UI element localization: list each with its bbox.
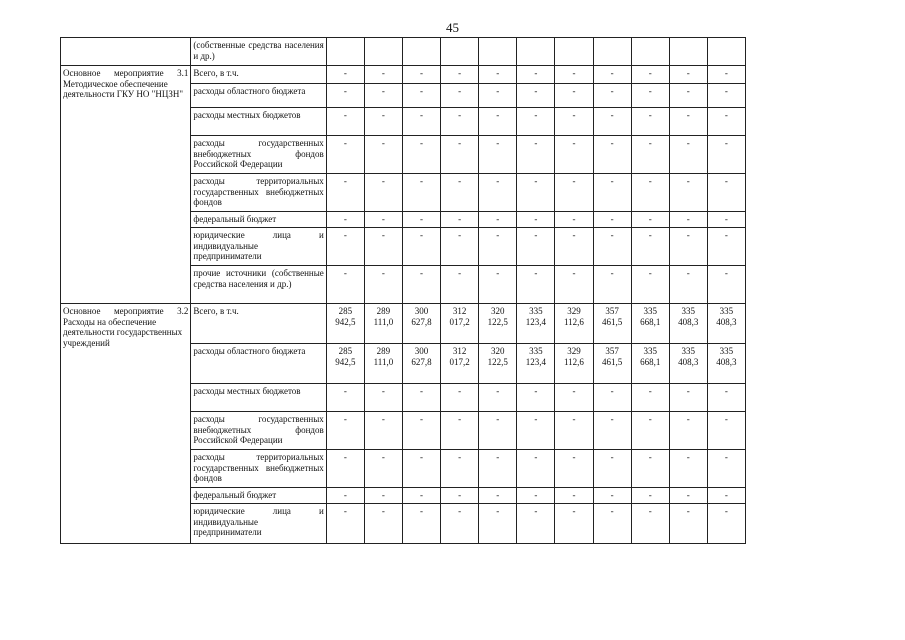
value-cell: -: [364, 412, 402, 450]
value-cell: -: [402, 84, 440, 108]
table-row: [61, 66, 746, 84]
value-cell: -: [479, 174, 517, 212]
value-cell: 335 668,1: [631, 304, 669, 344]
value-cell: -: [707, 412, 745, 450]
value-cell: -: [631, 412, 669, 450]
value-cell: -: [441, 212, 479, 228]
value-cell: -: [364, 384, 402, 412]
value-cell: -: [441, 412, 479, 450]
value-cell: -: [364, 266, 402, 304]
value-cell: -: [669, 384, 707, 412]
value-cell: -: [402, 412, 440, 450]
value-cell: 335 408,3: [707, 344, 745, 384]
value-cell: 329 112,6: [555, 304, 593, 344]
value-cell: -: [669, 66, 707, 84]
value-cell: -: [707, 108, 745, 136]
value-cell: -: [593, 66, 631, 84]
value-cell: [707, 38, 745, 66]
funding-source: Всего, в т.ч.: [191, 66, 326, 84]
value-cell: -: [364, 136, 402, 174]
value-cell: -: [364, 84, 402, 108]
value-cell: -: [479, 412, 517, 450]
value-cell: -: [517, 228, 555, 266]
funding-source: расходы областного бюджета: [191, 344, 326, 384]
value-cell: -: [555, 108, 593, 136]
value-cell: -: [479, 108, 517, 136]
value-cell: 357 461,5: [593, 304, 631, 344]
value-cell: -: [364, 504, 402, 544]
value-cell: -: [402, 66, 440, 84]
value-cell: -: [555, 228, 593, 266]
value-cell: -: [364, 228, 402, 266]
funding-source: Всего, в т.ч.: [191, 304, 326, 344]
value-cell: -: [441, 108, 479, 136]
value-cell: -: [402, 488, 440, 504]
value-cell: -: [555, 450, 593, 488]
value-cell: -: [517, 108, 555, 136]
value-cell: -: [479, 450, 517, 488]
value-cell: 335 408,3: [707, 304, 745, 344]
value-cell: 335 408,3: [669, 304, 707, 344]
value-cell: -: [555, 384, 593, 412]
value-cell: -: [631, 212, 669, 228]
value-cell: -: [441, 66, 479, 84]
value-cell: -: [479, 212, 517, 228]
value-cell: -: [707, 228, 745, 266]
value-cell: -: [669, 84, 707, 108]
value-cell: -: [326, 66, 364, 84]
value-cell: -: [593, 174, 631, 212]
value-cell: -: [707, 384, 745, 412]
value-cell: -: [593, 412, 631, 450]
value-cell: -: [669, 266, 707, 304]
value-cell: -: [441, 228, 479, 266]
value-cell: -: [631, 84, 669, 108]
value-cell: -: [593, 384, 631, 412]
value-cell: -: [326, 212, 364, 228]
value-cell: -: [593, 488, 631, 504]
value-cell: 320 122,5: [479, 344, 517, 384]
value-cell: -: [631, 136, 669, 174]
value-cell: [326, 38, 364, 66]
value-cell: -: [631, 450, 669, 488]
value-cell: [517, 38, 555, 66]
value-cell: -: [364, 66, 402, 84]
value-cell: -: [479, 504, 517, 544]
event-cell: [61, 66, 191, 304]
value-cell: -: [326, 504, 364, 544]
event-title: Основное мероприятие 3.1: [63, 68, 189, 78]
value-cell: -: [707, 66, 745, 84]
value-cell: 335 123,4: [517, 304, 555, 344]
value-cell: -: [479, 488, 517, 504]
value-cell: -: [441, 84, 479, 108]
value-cell: -: [707, 450, 745, 488]
value-cell: -: [669, 488, 707, 504]
funding-source: федеральный бюджет: [191, 212, 326, 228]
value-cell: -: [441, 488, 479, 504]
funding-source: расходы государственных внебюджетных фондов Российской Федерации: [191, 136, 326, 174]
value-cell: -: [326, 228, 364, 266]
value-cell: -: [631, 384, 669, 412]
funding-source: федеральный бюджет: [191, 488, 326, 504]
value-cell: [669, 38, 707, 66]
value-cell: -: [555, 84, 593, 108]
value-cell: -: [479, 136, 517, 174]
value-cell: -: [402, 136, 440, 174]
value-cell: -: [555, 504, 593, 544]
value-cell: -: [364, 174, 402, 212]
value-cell: -: [517, 412, 555, 450]
funding-source: юридические лица и индивидуальные предприниматели: [191, 228, 326, 266]
value-cell: -: [707, 212, 745, 228]
value-cell: -: [707, 504, 745, 544]
value-cell: -: [326, 84, 364, 108]
value-cell: -: [517, 136, 555, 174]
value-cell: -: [669, 412, 707, 450]
value-cell: -: [707, 84, 745, 108]
value-cell: 289 111,0: [364, 304, 402, 344]
value-cell: [479, 38, 517, 66]
value-cell: -: [402, 212, 440, 228]
value-cell: -: [593, 136, 631, 174]
value-cell: -: [326, 108, 364, 136]
value-cell: -: [441, 174, 479, 212]
value-cell: -: [326, 174, 364, 212]
value-cell: -: [326, 136, 364, 174]
value-cell: -: [364, 108, 402, 136]
value-cell: -: [555, 266, 593, 304]
value-cell: -: [593, 228, 631, 266]
funding-source: прочие источники (собственные средства населения и др.): [191, 266, 326, 304]
value-cell: -: [517, 450, 555, 488]
value-cell: -: [441, 136, 479, 174]
funding-source: расходы местных бюджетов: [191, 108, 326, 136]
value-cell: -: [669, 504, 707, 544]
value-cell: -: [555, 136, 593, 174]
value-cell: 335 408,3: [669, 344, 707, 384]
value-cell: -: [593, 504, 631, 544]
value-cell: -: [402, 266, 440, 304]
value-cell: -: [402, 228, 440, 266]
value-cell: -: [555, 66, 593, 84]
table-row: [61, 304, 746, 344]
value-cell: -: [669, 174, 707, 212]
funding-source: расходы государственных внебюджетных фондов Российской Федерации: [191, 412, 326, 450]
value-cell: -: [555, 212, 593, 228]
value-cell: -: [479, 66, 517, 84]
value-cell: -: [326, 412, 364, 450]
value-cell: -: [441, 504, 479, 544]
value-cell: -: [364, 212, 402, 228]
value-cell: -: [631, 66, 669, 84]
budget-table: [60, 37, 746, 544]
value-cell: 300 627,8: [402, 344, 440, 384]
value-cell: -: [555, 488, 593, 504]
value-cell: -: [326, 450, 364, 488]
value-cell: 357 461,5: [593, 344, 631, 384]
value-cell: -: [364, 488, 402, 504]
value-cell: -: [517, 504, 555, 544]
value-cell: 312 017,2: [441, 304, 479, 344]
funding-source: расходы территориальных государственных внебюджетных фондов: [191, 450, 326, 488]
value-cell: 335 668,1: [631, 344, 669, 384]
value-cell: -: [707, 488, 745, 504]
value-cell: -: [593, 212, 631, 228]
funding-source: расходы местных бюджетов: [191, 384, 326, 412]
funding-source: (собственные средства населения и др.): [191, 38, 326, 66]
value-cell: -: [631, 174, 669, 212]
value-cell: -: [707, 136, 745, 174]
value-cell: -: [517, 488, 555, 504]
value-cell: 289 111,0: [364, 344, 402, 384]
value-cell: -: [707, 266, 745, 304]
value-cell: -: [593, 84, 631, 108]
value-cell: -: [669, 228, 707, 266]
value-cell: [402, 38, 440, 66]
value-cell: -: [402, 450, 440, 488]
event-description: Методическое обеспечение деятельности ГКУ НО "НЦЗН": [63, 78, 184, 99]
value-cell: -: [402, 384, 440, 412]
table-row: [61, 38, 746, 66]
value-cell: -: [402, 174, 440, 212]
value-cell: 329 112,6: [555, 344, 593, 384]
value-cell: [631, 38, 669, 66]
value-cell: 300 627,8: [402, 304, 440, 344]
value-cell: -: [517, 212, 555, 228]
value-cell: [441, 38, 479, 66]
value-cell: -: [593, 450, 631, 488]
value-cell: [555, 38, 593, 66]
value-cell: 335 123,4: [517, 344, 555, 384]
value-cell: -: [364, 450, 402, 488]
value-cell: -: [402, 108, 440, 136]
value-cell: -: [479, 84, 517, 108]
funding-source: расходы областного бюджета: [191, 84, 326, 108]
value-cell: -: [669, 212, 707, 228]
value-cell: -: [479, 266, 517, 304]
value-cell: -: [555, 174, 593, 212]
value-cell: -: [479, 384, 517, 412]
value-cell: -: [326, 488, 364, 504]
value-cell: -: [441, 266, 479, 304]
value-cell: -: [631, 228, 669, 266]
event-description: Расходы на обеспечение деятельности государственных учреждений: [63, 316, 183, 348]
value-cell: -: [441, 384, 479, 412]
event-cell: [61, 38, 191, 66]
value-cell: -: [669, 136, 707, 174]
value-cell: -: [669, 450, 707, 488]
value-cell: -: [326, 384, 364, 412]
value-cell: [593, 38, 631, 66]
value-cell: -: [631, 266, 669, 304]
value-cell: -: [326, 266, 364, 304]
value-cell: -: [402, 504, 440, 544]
value-cell: -: [517, 84, 555, 108]
value-cell: 285 942,5: [326, 344, 364, 384]
value-cell: 285 942,5: [326, 304, 364, 344]
event-cell: [61, 304, 191, 544]
value-cell: -: [593, 266, 631, 304]
value-cell: -: [517, 384, 555, 412]
value-cell: [364, 38, 402, 66]
value-cell: -: [707, 174, 745, 212]
value-cell: 312 017,2: [441, 344, 479, 384]
funding-source: расходы территориальных государственных внебюджетных фондов: [191, 174, 326, 212]
funding-source: юридические лица и индивидуальные предприниматели: [191, 504, 326, 544]
event-title: Основное мероприятие 3.2: [63, 306, 189, 316]
value-cell: -: [631, 108, 669, 136]
value-cell: -: [517, 66, 555, 84]
value-cell: -: [517, 266, 555, 304]
value-cell: -: [669, 108, 707, 136]
value-cell: -: [555, 412, 593, 450]
value-cell: -: [593, 108, 631, 136]
value-cell: 320 122,5: [479, 304, 517, 344]
value-cell: -: [517, 174, 555, 212]
value-cell: -: [631, 504, 669, 544]
page-number: 45: [446, 20, 459, 35]
value-cell: -: [479, 228, 517, 266]
value-cell: -: [441, 450, 479, 488]
value-cell: -: [631, 488, 669, 504]
